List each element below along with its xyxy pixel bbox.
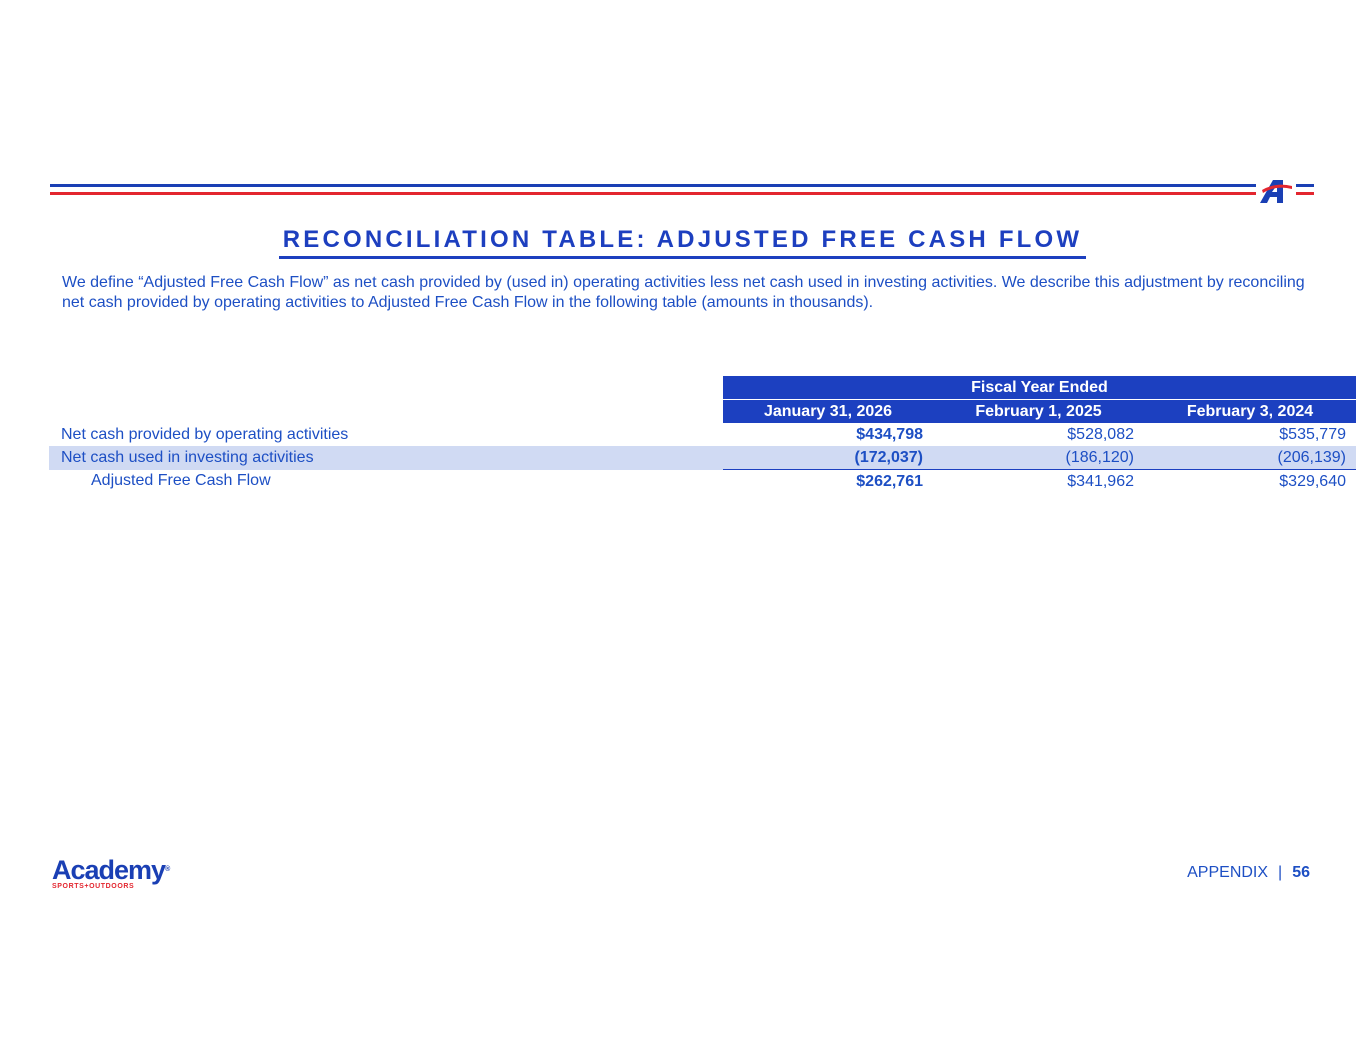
row-value: (206,139) bbox=[1144, 446, 1356, 470]
table-column-header-row bbox=[49, 400, 1356, 424]
table-row bbox=[49, 446, 1356, 470]
table-row bbox=[49, 423, 1356, 446]
row-value: $535,779 bbox=[1279, 425, 1346, 443]
title-wrapper bbox=[0, 226, 1365, 259]
footer-separator: | bbox=[1278, 864, 1283, 881]
header-stripe-right-red bbox=[1296, 192, 1314, 195]
brand-tagline: SPORTS+OUTDOORS bbox=[52, 883, 135, 890]
table-group-header-row bbox=[49, 376, 1356, 400]
row-value: $329,640 bbox=[1279, 472, 1346, 490]
row-value: $528,082 bbox=[1067, 425, 1134, 443]
group-header: Fiscal Year Ended bbox=[723, 376, 1356, 400]
academy-a-logo-icon bbox=[1256, 176, 1296, 206]
intro-paragraph: We define “Adjusted Free Cash Flow” as net cash provided by (used in) operating activities less net cash used in investing activities. We describe this adjustment by reconciling net cash provided by operating activities to Adjusted Free Cash Flow in the following table (amounts in thousands). bbox=[62, 274, 1305, 311]
table-row bbox=[49, 470, 1356, 494]
row-label: Net cash provided by operating activities bbox=[61, 425, 349, 443]
column-header-1: January 31, 2026 bbox=[723, 400, 933, 424]
academy-brand-logo bbox=[52, 857, 177, 891]
row-value: (186,120) bbox=[933, 446, 1144, 470]
page-footer bbox=[1187, 864, 1310, 882]
header-stripe-right-blue bbox=[1296, 184, 1314, 187]
brand-name: Academy® bbox=[52, 855, 171, 885]
page-number: 56 bbox=[1292, 864, 1310, 881]
page-title: RECONCILIATION TABLE: ADJUSTED FREE CASH FLOW bbox=[279, 226, 1087, 259]
header-stripes bbox=[50, 183, 1256, 197]
row-value: (172,037) bbox=[723, 446, 933, 470]
row-value: $434,798 bbox=[856, 425, 923, 443]
reconciliation-table bbox=[49, 376, 1356, 493]
row-value: $262,761 bbox=[856, 472, 923, 490]
section-label: APPENDIX bbox=[1187, 864, 1269, 881]
row-label: Net cash used in investing activities bbox=[49, 446, 723, 470]
row-label: Adjusted Free Cash Flow bbox=[91, 472, 271, 490]
row-value: $341,962 bbox=[1067, 472, 1134, 490]
column-header-3: February 3, 2024 bbox=[1144, 400, 1356, 424]
column-header-2: February 1, 2025 bbox=[933, 400, 1144, 424]
